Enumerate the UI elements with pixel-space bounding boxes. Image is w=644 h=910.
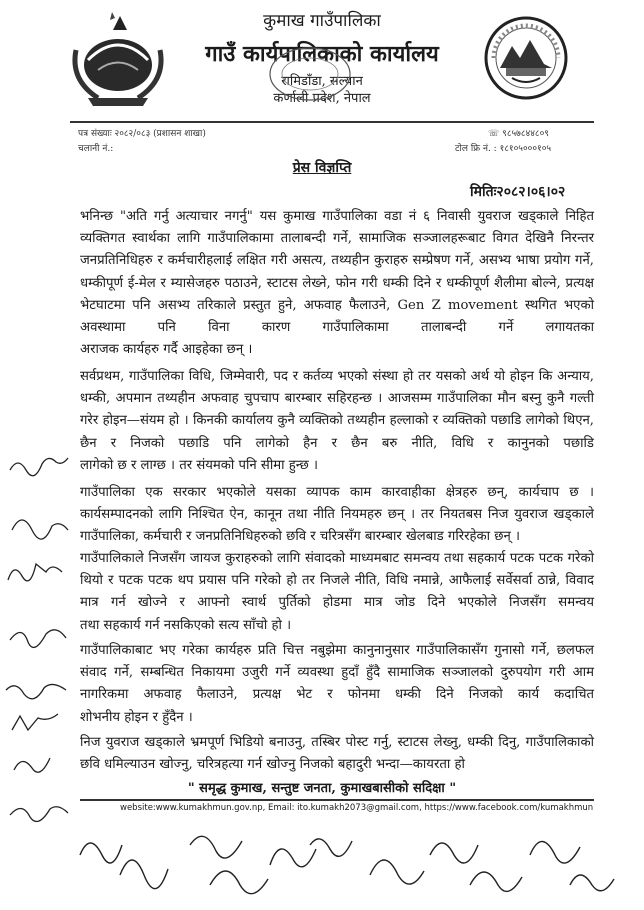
paragraph-4-text: गाउँपालिकाले निजसँग जायज कुराहरुको लागि संवादको माध्यमबाट समन्वय तथा सहकार्य पटक पटक गरेको थियो र पटक पटक थप प्रयास पनि गरेको हो तर निजले नीति, विधि नमान्ने, आफैलाई सर्वेसर्वा ठान्ने, विवाद मात्र गर्न खोज्ने र आफ्नो स्वार्थ पुर्तिको होडमा मात्र जोड दिने भएकोले निजसँग समन्वय (80, 551, 594, 611)
phone-number (488, 126, 549, 139)
paragraph-3 (80, 482, 594, 549)
dispatch-number: चलानी नं.: (78, 144, 114, 154)
header-divider (70, 121, 594, 123)
phone-icon: ☏ (488, 129, 500, 139)
municipality-name: कुमाख गाउँपालिका (263, 11, 381, 31)
paragraph-6 (80, 732, 594, 776)
bottom-signatures (70, 815, 644, 910)
paragraph-5-text: गाउँपालिकाबाट भए गरेका कार्यहरु प्रति चित्त नबुझेमा कानुनानुसार गाउँपालिकासँग गुनासो गर्ने, छलफल संवाद गर्ने, सम्बन्धित निकायमा उजुरी गर्ने व्यवस्था हुदाँ हुँदै सामाजिक सञ्जालको दुरुपयोग गरी आम नागरिकमा अफवाह फैलाउने, प्रत्यक्ष भेट र फोनमा धम्की दिने निजको कार्य कदाचित (80, 643, 594, 703)
phone-value: ९८५७८४४८०९ (502, 129, 549, 139)
footer-contact: website:www.kumakhmun.gov.np, Email: ito.kumakh2073@gmail.com, https://www.facebook.com/kumakhmun (120, 803, 594, 813)
release-date: मितिः२०८२।०६।०२ (470, 184, 566, 200)
paragraph-2 (80, 366, 594, 477)
office-stamp (265, 42, 355, 107)
paragraph-2-last-line: लागेको छ र लाग्छ । तर संयमको पनि सीमा हुन्छ । (80, 457, 318, 473)
footer-divider (80, 799, 594, 801)
paragraph-6-text: निज युवराज खड्काले भ्रमपूर्ण भिडियो बनाउनु, तस्बिर पोस्ट गर्नु, स्टाटस लेख्नु, धम्की दिनु, गाउँपालिकाको छवि धमिल्याउन खोज्नु, चरित्रहत्या गर्न खोज्नु निजको बहादुरी भन्दा—कायरता हो (80, 735, 594, 773)
margin-signatures (0, 430, 80, 830)
paragraph-4-last-line: तथा सहकार्य गर्न नसकिएको सत्य साँचो हो । (80, 617, 292, 633)
slogan: " समृद्ध कुमाख, सन्तुष्ट जनता, कुमाखबासीको सदिक्षा " (187, 781, 457, 796)
toll-free-number: टोल फ्रि नं. : १८१०५०००१०५ (455, 144, 552, 154)
office-location: रामिडाँडा, सल्यान (281, 74, 363, 89)
paragraph-5 (80, 640, 594, 729)
province-name: कर्णाली प्रदेश, नेपाल (273, 91, 371, 106)
reference-number: पत्र संख्याः २०८२/०८३ (प्रशासन शाखा) (78, 129, 206, 139)
paragraph-4 (80, 548, 594, 637)
paragraph-1-text: भनिन्छ "अति गर्नु अत्याचार नगर्नु" यस कुमाख गाउँपालिका वडा नं ६ निवासी युवराज खड्काले निहित व्यक्तिगत स्वार्थका लागि गाउँपालिकामा तालाबन्दी गर्ने, सामाजिक सञ्जालहरूबाट विगत देखिनै निरन्तर जनप्रतिनिधिहरु र कर्मचारीहलाई लक्षित गरी असत्य, तथ्यहीन कुराहरु सम्प्रेषण गर्ने, असभ्य भाषा प्रयोग गर्ने, धम्कीपूर्ण ई-मेल र म्यासेजहरु पठाउने, स्टाटस लेख्ने, फोन गरी धम्की दिने र धम्कीपूर्ण शैलीमा बोल्ने, प्रत्यक्ष भेटघाटमा पनि असभ्य तरिकाले प्रस्तुत हुने, अफवाह फैलाउने, Gen Z movement स्थगित भएको अवस्थामा पनि विना कारण गाउँपालिकामा तालाबन्दी गर्ने लगायतका (80, 209, 594, 336)
paragraph-2-text: सर्वप्रथम, गाउँपालिका विधि, जिम्मेवारी, पद र कर्तव्य भएको संस्था हो तर यसको अर्थ यो होइन कि अन्याय, धम्की, अपमान तथ्यहीन अफवाह चुपचाप बारम्बार सहिरहन्छ । आजसम्म गाउँपालिका मौन बस्नु कुनै गल्ती गरेर होइन—संयम हो । किनकी कार्यालय कुनै व्यक्तिको तथ्यहीन हल्लाको र व्यक्तिको पछाडि लागेको थिएन, छैन र निजको पछाडि पनि लागेको हैन र छैन बरु नीति, विधि र कानुनको पछाडि (80, 369, 594, 451)
paragraph-1-last-line: अराजक कार्यहरु गर्दै आइहेका छन् । (80, 342, 253, 358)
paragraph-3-text: गाउँपालिका एक सरकार भएकोले यसका व्यापक काम कारवाहीका क्षेत्रहरु छन्, कार्यचाप छ । कार्यसम्पादनको लागि निश्चित ऐन, कानून तथा नीति नियमहरु छन् । तर नियतबस निज युवराज खड्काले गाउँपालिका, कर्मचारी र जनप्रतिनिधिहरुको छवि र चरित्रसँग बारम्बार खेलबाड गरिरहेका छन् । (80, 485, 594, 545)
paragraph-1 (80, 206, 594, 361)
office-name: गाउँ कार्यपालिकाको कार्यालय (205, 41, 439, 67)
paragraph-5-last-line: शोभनीय होइन र हुँदैन । (80, 709, 193, 725)
press-release-title: प्रेस विज्ञप्ति (292, 160, 352, 176)
